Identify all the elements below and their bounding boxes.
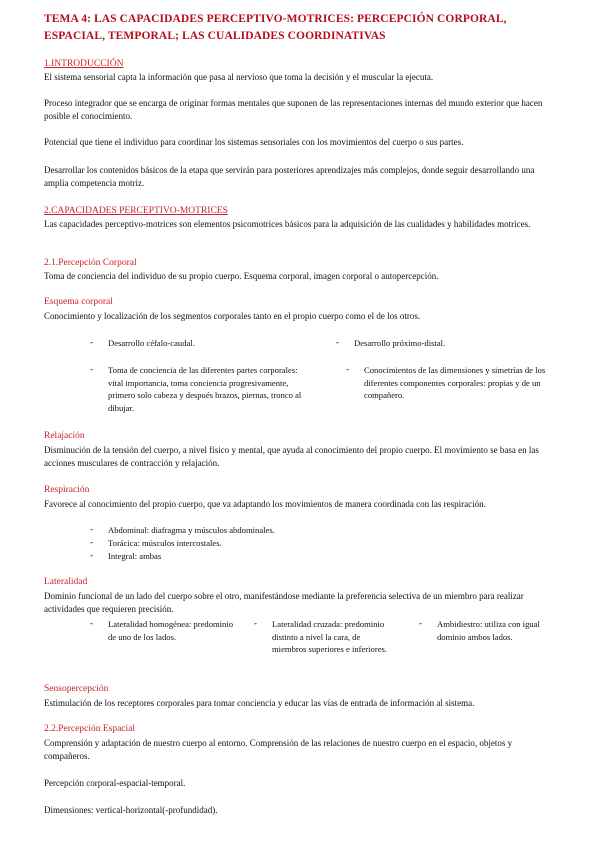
list-item: Integral: ambas [108,551,162,561]
percepcion-corporal-text: Toma de conciencia del individuo de su propio cuerpo. Esquema corporal, imagen corporal o autopercepción. [44,271,439,281]
percepcion-espacial-text-2: Percepción corporal-espacial-temporal. [44,778,186,788]
intro-paragraph-3: Potencial que tiene el individuo para coordinar los sistemas sensoriales con los movimientos del cuerpo o sus partes. [44,137,464,147]
subheading-esquema-corporal: Esquema corporal [44,297,113,307]
subheading-percepcion-espacial: 2.2.Percepción Espacial [44,724,136,734]
list-bullet: - [90,364,93,374]
section-heading-introduccion: 1.INTRODUCCIÓN [44,59,124,69]
capacidades-intro: Las capacidades perceptivo-motrices son elementos psicomotrices básicos para la adquisición de las cualidades y habilidades motrices. [44,219,531,229]
section-heading-capacidades: 2.CAPACIDADES PERCEPTIVO-MOTRICES [44,206,228,216]
intro-paragraph-2: Proceso integrador que se encarga de originar formas mentales que suponen de las representaciones internas del mundo exterior que hacen posible el conocimiento. [44,98,543,121]
list-bullet: - [90,550,93,560]
list-item: Lateralidad cruzada: predominio distinto a nivel la cara, de miembros superiores e inferiores. [272,619,388,654]
relajacion-text: Disminución de la tensión del cuerpo, a nivel físico y mental, que ayuda al conocimiento del propio cuerpo. El movimiento se basa en las acciones musculares de contracción y relajación. [44,445,539,468]
esquema-corporal-text: Conocimiento y localización de los segmentos corporales tanto en el propio cuerpo como el de los otros. [44,311,421,321]
sensopercepcion-text: Estimulación de los receptores corporales para tomar conciencia y educar las vías de entrada de información al sistema. [44,698,475,708]
subheading-lateralidad: Lateralidad [44,577,88,587]
list-item: Torácica: músculos intercostales. [108,538,222,548]
subheading-sensopercepcion: Sensopercepción [44,684,109,694]
list-item: Desarrollo próximo-distal. [354,338,446,348]
list-item: Lateralidad homogénea: predominio de uno de los lados. [108,619,234,642]
percepcion-espacial-text: Comprensión y adaptación de nuestro cuerpo al entorno. Comprensión de las relaciones de nuestro cuerpo en el espacio, objetos y compañeros. [44,738,513,761]
list-bullet: - [346,364,349,374]
list-bullet: - [90,524,93,534]
list-bullet: - [90,618,93,628]
list-item: Abdominal: diafragma y músculos abdominales. [108,525,275,535]
list-item: Desarrollo céfalo-caudal. [108,338,195,348]
respiracion-text: Favorece al conocimiento del propio cuerpo, que va adaptando los movimientos de manera coordinada con las respiración. [44,499,486,509]
list-bullet: - [90,537,93,547]
list-bullet: - [336,337,339,347]
percepcion-espacial-text-3: Dimensiones: vertical-horizontal(-profundidad). [44,805,218,815]
intro-paragraph-1: El sistema sensorial capta la información que pasa al nervioso que toma la decisión y el muscular la ejecuta. [44,72,434,82]
list-bullet: - [90,337,93,347]
lateralidad-text: Dominio funcional de un lado del cuerpo sobre el otro, manifestándose mediante la preferencia selectiva de un miembro para realizar actividades que requieren precisión. [44,591,524,614]
list-bullet: - [419,618,422,628]
subheading-percepcion-corporal: 2.1.Percepción Corporal [44,258,137,268]
document-title: TEMA 4: LAS CAPACIDADES PERCEPTIVO-MOTRICES: PERCEPCIÓN CORPORAL, ESPACIAL, TEMPORAL; LAS CUALIDADES COORDINATIVAS [44,13,507,42]
list-item: Ambidiestro: utiliza con igual dominio ambos lados. [437,619,540,642]
list-item: Toma de conciencia de las diferentes partes corporales: vital importancia, toma conciencia progresivamente, primero solo cabeza y después brazos, piernas, tronco al dibujar. [108,365,302,413]
intro-paragraph-4: Desarrollar los contenidos básicos de la etapa que servirán para posteriores aprendizajes más complejos, donde seguir desarrollando una amplia competencia motriz. [44,165,535,188]
list-bullet: - [254,618,257,628]
subheading-relajacion: Relajación [44,431,85,441]
list-item: Conocimientos de las dimensiones y simetrías de los diferentes componentes corporales: propias y de un compañero. [364,365,546,400]
subheading-respiracion: Respiración [44,485,90,495]
